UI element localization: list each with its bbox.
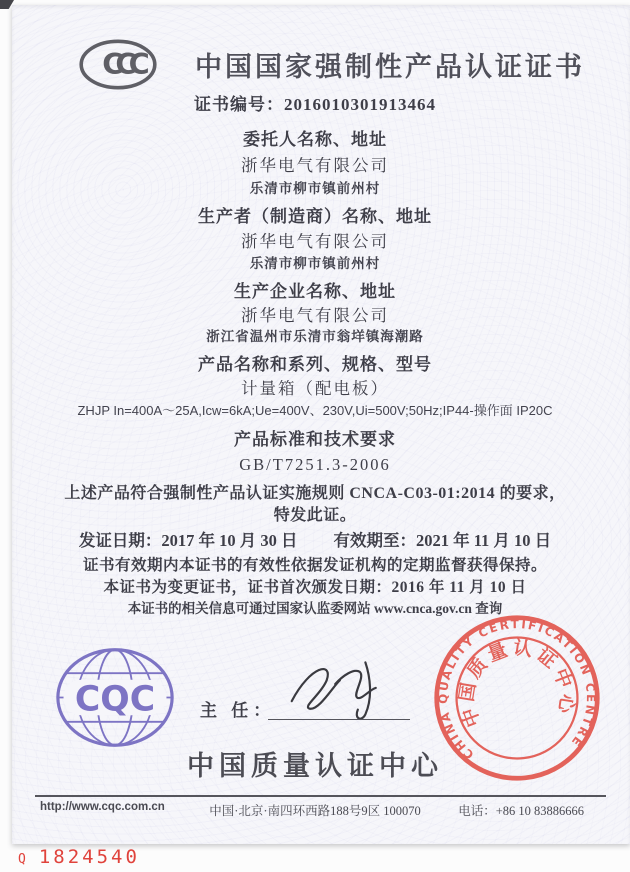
factory-name: 浙华电气有限公司: [241, 306, 389, 325]
footer-phone: 电话：+86 10 83886666: [458, 804, 584, 818]
applicant-address: 乐清市柳市镇前州村: [249, 181, 381, 196]
seal-inner-text: 中国质量认证中心: [456, 637, 578, 730]
serial-digits: 1824540: [38, 846, 140, 868]
product-label: 产品名称和系列、规格、型号: [198, 355, 432, 374]
ccc-mark-icon: [78, 37, 158, 92]
conformity-statement-line2: 特发此证。: [273, 507, 357, 524]
footer-address: 中国·北京·南四环西路188号9区 100070: [209, 804, 421, 818]
product-model: ZHJP In=400A～25A,Icw=6kA;Ue=400V、230V,Ui=500V;50Hz;IP44-操作面 IP20C: [77, 403, 553, 418]
product-name: 计量箱（配电板）: [241, 379, 389, 398]
certificate-number: 证书编号：2016010301913464: [194, 95, 436, 114]
standard-value: GB/T7251.3-2006: [239, 455, 391, 474]
issue-date: 发证日期：2017 年 10 月 30 日: [78, 531, 298, 550]
conformity-statement-line1: 上述产品符合强制性产品认证实施规则 CNCA-C03-01:2014 的要求，: [64, 485, 566, 502]
serial-number: [18, 846, 140, 868]
standard-label: 产品标准和技术要求: [234, 430, 396, 449]
change-note: 本证书为变更证书，证书首次颁发日期：2016 年 11 月 10 日: [103, 579, 527, 596]
manufacturer-name: 浙华电气有限公司: [241, 232, 389, 251]
footer-divider: [35, 795, 606, 797]
ccc-logo-text: CCC: [102, 46, 142, 81]
factory-address: 浙江省温州市乐清市翁垟镇海潮路: [206, 329, 424, 344]
manufacturer-label: 生产者（制造商）名称、地址: [198, 207, 432, 226]
org-name: 中国质量认证中心: [187, 751, 443, 781]
cqc-globe-icon: [54, 646, 176, 749]
footer-website: http://www.cqc.com.cn: [40, 801, 165, 813]
seal-outer-text: CHINA QUALITY CERTIFICATION CENTRE: [436, 617, 598, 762]
factory-label: 生产企业名称、地址: [234, 282, 396, 301]
validity-note: 证书有效期内本证书的有效性依据发证机构的定期监督获得保持。: [82, 557, 547, 574]
applicant-name: 浙华电气有限公司: [241, 156, 389, 175]
certificate-title: 中国国家强制性产品认证证书: [195, 51, 585, 82]
director-label: 主 任：: [200, 701, 276, 720]
dates-row: [0, 531, 630, 552]
lookup-note: 本证书的相关信息可通过国家认监委网站 www.cnca.gov.cn 查询: [127, 601, 503, 616]
serial-prefix: Q: [18, 852, 26, 867]
applicant-label: 委托人名称、地址: [243, 130, 387, 149]
cqc-logo-text: CQC: [74, 679, 156, 720]
valid-until-date: 有效期至：2021 年 11 月 10 日: [333, 531, 552, 550]
header: [78, 34, 606, 94]
director-signature: [274, 652, 402, 720]
signature-underline: [268, 719, 410, 720]
manufacturer-address: 乐清市柳市镇前州村: [249, 256, 381, 271]
